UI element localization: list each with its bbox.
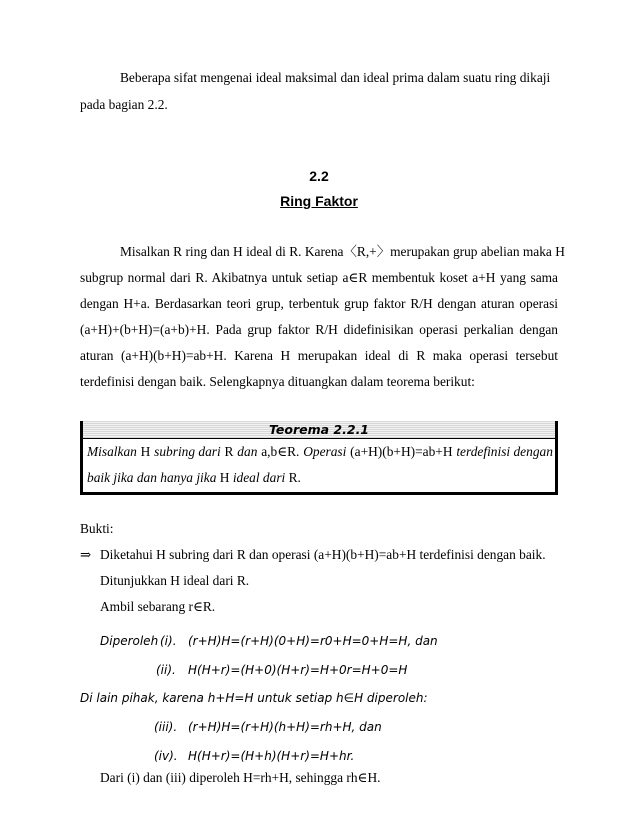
proof-line-2: Ditunjukkan H ideal dari R. — [100, 573, 250, 588]
theorem-text: baik jika dan hanya jika — [87, 470, 217, 485]
theorem-title: Teorema 2.2.1 — [268, 422, 370, 437]
theorem-text: subring dari — [154, 444, 221, 459]
item-iii-label: (iii). — [154, 720, 178, 734]
proof-line-3: Ambil sebarang r∈R. — [100, 599, 216, 614]
proof-conclusion: Dari (i) dan (iii) diperoleh H=rh+H, sehingga rh∈H. — [100, 770, 381, 785]
theorem-text: Misalkan — [87, 444, 137, 459]
theorem-symbol: H — [140, 444, 151, 459]
theorem-line-1 — [87, 444, 553, 460]
item-iv: H(H+r)=(H+h)(H+r)=H+hr. — [188, 749, 355, 763]
item-i: (r+H)H=(r+H)(0+H)=r0+H=0+H=H, dan — [188, 634, 438, 648]
item-ii-label: (ii). — [156, 663, 176, 677]
diperoleh-label: Diperoleh — [100, 634, 159, 648]
implies-icon: ⇒ — [80, 547, 92, 562]
theorem-text: terdefinisi dengan — [456, 444, 553, 459]
group-notation: 〈R,+〉 — [343, 244, 391, 259]
theorem-symbol: a,b∈R. — [261, 444, 300, 459]
paragraph-line-1-a: Misalkan R ring dan H ideal di R. Karena — [120, 244, 344, 259]
paragraph-line-1-b: merupakan grup abelian maka H — [390, 244, 565, 259]
paragraph-line-1 — [120, 244, 565, 260]
theorem-symbol: R. — [288, 470, 301, 485]
section-title: Ring Faktor — [280, 193, 358, 209]
paragraph-line-4: (a+H)+(b+H)=(a+b)+H. Pada grup faktor R/H didefinisikan operasi perkalian dengan — [80, 322, 558, 337]
theorem-text: Operasi — [303, 444, 347, 459]
intro-line-1: Beberapa sifat mengenai ideal maksimal dan ideal prima dalam suatu ring dikaji — [120, 70, 551, 85]
intro-line-2: pada bagian 2.2. — [80, 97, 168, 112]
theorem-text: ideal dari — [232, 470, 286, 485]
paragraph-line-6: terdefinisi dengan baik. Selengkapnya dituangkan dalam teorema berikut: — [80, 374, 475, 389]
paragraph-line-2: subgrup normal dari R. Akibatnya untuk setiap a∈R membentuk koset a+H yang sama — [80, 270, 558, 285]
theorem-box — [80, 438, 558, 495]
theorem-symbol: H — [219, 470, 230, 485]
paragraph-line-3: dengan H+a. Berdasarkan teori grup, terbentuk grup faktor R/H dengan aturan operasi — [80, 296, 558, 311]
theorem-formula: (a+H)(b+H)=ab+H — [350, 444, 453, 459]
section-number: 2.2 — [309, 168, 329, 184]
proof-line-1: Diketahui H subring dari R dan operasi (a+H)(b+H)=ab+H terdefinisi dengan baik. — [100, 547, 546, 562]
item-i-label: (i). — [160, 634, 177, 648]
item-iii: (r+H)H=(r+H)(h+H)=rh+H, dan — [188, 720, 382, 734]
theorem-symbol: R — [224, 444, 234, 459]
paragraph-line-5: aturan (a+H)(b+H)=ab+H. Karena H merupakan ideal di R maka operasi tersebut — [80, 348, 558, 363]
theorem-header — [80, 421, 558, 438]
proof-label: Bukti: — [80, 521, 114, 536]
di-lain-line: Di lain pihak, karena h+H=H untuk setiap h∈H diperoleh: — [80, 691, 428, 705]
theorem-text: dan — [237, 444, 258, 459]
item-ii: H(H+r)=(H+0)(H+r)=H+0r=H+0=H — [188, 663, 408, 677]
theorem-line-2 — [87, 470, 553, 486]
item-iv-label: (iv). — [154, 749, 178, 763]
